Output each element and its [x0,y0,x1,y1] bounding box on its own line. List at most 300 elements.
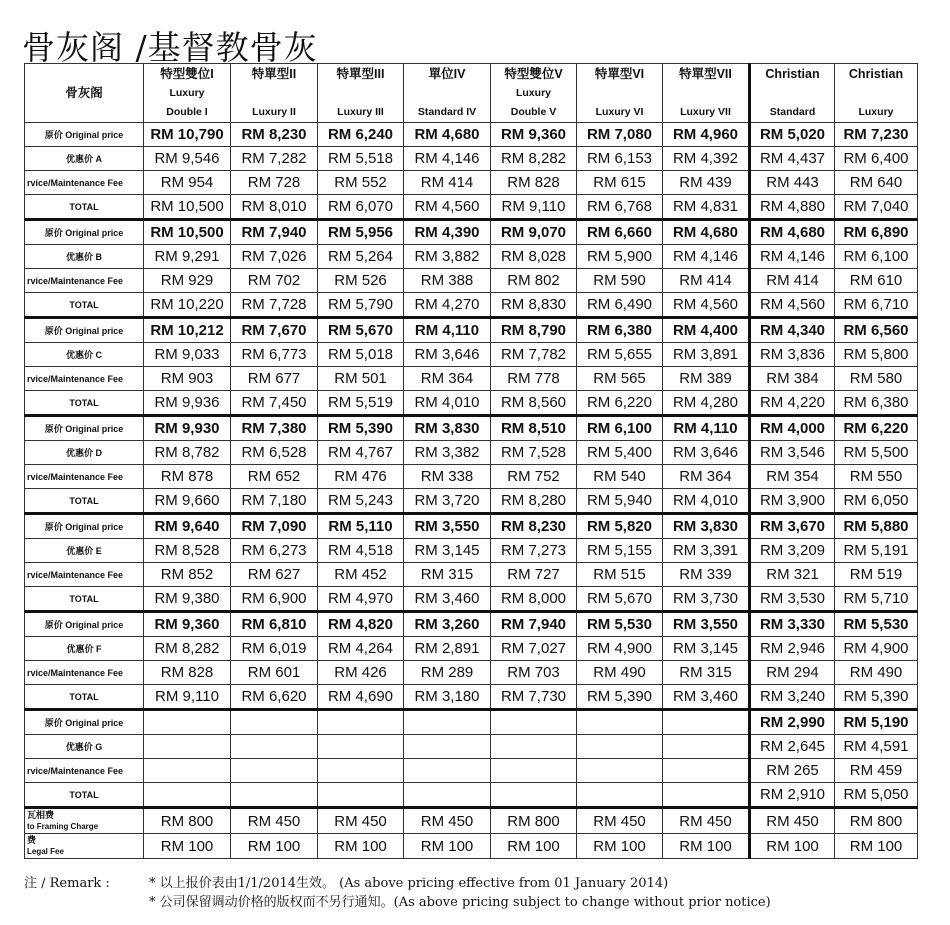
price-cell: RM 9,110 [491,195,577,220]
original-price-row [25,220,918,245]
price-cell: RM 727 [491,563,577,587]
total-row [25,587,918,612]
row-label: 优惠价 G [25,735,144,759]
price-cell: RM 364 [404,367,491,391]
price-cell: RM 2,645 [750,735,835,759]
price-cell: RM 450 [577,808,663,834]
price-cell: RM 9,110 [144,685,231,710]
price-cell: RM 5,190 [835,710,918,735]
price-cell: RM 4,110 [404,318,491,343]
price-cell: RM 3,240 [750,685,835,710]
remark-block [24,874,771,912]
price-cell: RM 5,400 [577,441,663,465]
price-cell: RM 929 [144,269,231,293]
price-cell: RM 289 [404,661,491,685]
total-row [25,489,918,514]
price-cell: RM 5,800 [835,343,918,367]
price-cell: RM 4,518 [318,539,404,563]
price-cell: RM 8,000 [491,587,577,612]
price-cell: RM 6,490 [577,293,663,318]
price-cell: RM 9,930 [144,416,231,441]
price-cell: RM 5,710 [835,587,918,612]
maintenance-fee-row [25,465,918,489]
price-cell: RM 6,100 [835,245,918,269]
column-header-cn: 單位IV [428,66,466,81]
discount-price-row [25,441,918,465]
price-cell: RM 414 [750,269,835,293]
total-row [25,293,918,318]
row-label-en: to Framing Charge [27,822,99,831]
column-header [577,64,663,123]
price-cell: RM 610 [835,269,918,293]
price-cell: RM 321 [750,563,835,587]
price-cell: RM 565 [577,367,663,391]
price-cell: RM 627 [231,563,318,587]
column-header-en2: Double I [166,105,208,118]
price-cell: RM 590 [577,269,663,293]
price-cell: RM 476 [318,465,404,489]
price-cell: RM 4,010 [663,489,750,514]
price-cell: RM 10,500 [144,220,231,245]
price-cell: RM 388 [404,269,491,293]
row-label: TOTAL [25,293,144,318]
price-cell: RM 10,790 [144,123,231,147]
price-cell: RM 5,670 [318,318,404,343]
price-cell: RM 703 [491,661,577,685]
row-label: 优惠价 F [25,637,144,661]
header-row [25,64,918,123]
price-cell: RM 7,026 [231,245,318,269]
price-cell: RM 7,027 [491,637,577,661]
discount-price-row [25,245,918,269]
corner-label: 骨灰阁 [25,64,144,123]
price-cell: RM 9,033 [144,343,231,367]
price-cell: RM 800 [835,808,918,834]
price-cell: RM 3,646 [404,343,491,367]
price-cell: RM 6,560 [835,318,918,343]
original-price-row [25,416,918,441]
price-cell: RM 3,330 [750,612,835,637]
price-cell: RM 6,220 [835,416,918,441]
price-cell: RM 2,946 [750,637,835,661]
price-cell: RM 4,560 [404,195,491,220]
price-cell: RM 5,519 [318,391,404,416]
price-cell: RM 640 [835,171,918,195]
price-cell: RM 100 [318,834,404,859]
price-cell: RM 3,550 [663,612,750,637]
row-label: rvice/Maintenance Fee [25,563,144,587]
price-cell: RM 802 [491,269,577,293]
price-cell: RM 652 [231,465,318,489]
price-cell: RM 6,660 [577,220,663,245]
price-cell: RM 778 [491,367,577,391]
price-cell [404,759,491,783]
price-cell: RM 414 [663,269,750,293]
price-cell: RM 6,050 [835,489,918,514]
price-cell: RM 4,110 [663,416,750,441]
price-cell: RM 3,260 [404,612,491,637]
price-cell: RM 9,546 [144,147,231,171]
price-cell: RM 5,020 [750,123,835,147]
price-cell: RM 6,380 [835,391,918,416]
price-cell: RM 5,940 [577,489,663,514]
price-cell [577,759,663,783]
price-cell: RM 100 [750,834,835,859]
price-cell: RM 3,891 [663,343,750,367]
price-cell: RM 4,880 [750,195,835,220]
price-cell: RM 100 [491,834,577,859]
price-cell: RM 389 [663,367,750,391]
price-cell: RM 4,960 [663,123,750,147]
price-cell: RM 265 [750,759,835,783]
price-cell: RM 5,191 [835,539,918,563]
price-cell [318,735,404,759]
original-price-row [25,123,918,147]
price-cell: RM 5,670 [577,587,663,612]
price-cell: RM 9,360 [491,123,577,147]
price-cell: RM 4,000 [750,416,835,441]
price-cell: RM 4,270 [404,293,491,318]
price-cell: RM 3,382 [404,441,491,465]
price-cell [663,710,750,735]
price-cell: RM 2,910 [750,783,835,808]
price-cell: RM 4,680 [663,220,750,245]
price-cell: RM 5,518 [318,147,404,171]
price-cell: RM 3,145 [404,539,491,563]
price-cell: RM 4,560 [750,293,835,318]
column-header-en1 [835,84,917,103]
price-cell: RM 8,028 [491,245,577,269]
price-cell: RM 8,280 [491,489,577,514]
remark-line-2: * 公司保留调动价格的版权而不另行通知。(As above pricing subject to change without prior notice) [149,895,771,910]
price-cell [144,735,231,759]
price-cell: RM 8,282 [491,147,577,171]
row-label: 优惠价 E [25,539,144,563]
price-cell: RM 4,220 [750,391,835,416]
row-label: 原价 Original price [25,220,144,245]
price-cell: RM 3,391 [663,539,750,563]
price-cell: RM 10,220 [144,293,231,318]
price-cell: RM 550 [835,465,918,489]
price-cell: RM 3,460 [404,587,491,612]
price-cell: RM 4,900 [577,637,663,661]
price-cell: RM 728 [231,171,318,195]
price-cell: RM 5,390 [318,416,404,441]
price-cell: RM 5,530 [577,612,663,637]
price-cell [663,735,750,759]
price-cell: RM 7,273 [491,539,577,563]
column-header-cn: Christian [848,66,904,81]
price-cell [231,783,318,808]
row-label-cn: 费 [27,835,37,845]
price-cell: RM 903 [144,367,231,391]
price-cell: RM 5,243 [318,489,404,514]
price-cell: RM 5,900 [577,245,663,269]
row-label: 优惠价 B [25,245,144,269]
price-cell: RM 702 [231,269,318,293]
price-cell [663,759,750,783]
discount-price-row [25,147,918,171]
price-cell: RM 6,100 [577,416,663,441]
price-cell: RM 677 [231,367,318,391]
price-cell: RM 3,830 [663,514,750,539]
price-cell: RM 5,018 [318,343,404,367]
price-cell: RM 752 [491,465,577,489]
price-cell: RM 3,530 [750,587,835,612]
discount-price-row [25,539,918,563]
price-cell: RM 450 [231,808,318,834]
price-cell [231,710,318,735]
row-label [25,834,144,859]
row-label: TOTAL [25,685,144,710]
price-cell: RM 7,180 [231,489,318,514]
price-cell [404,735,491,759]
price-cell: RM 9,936 [144,391,231,416]
price-cell: RM 384 [750,367,835,391]
row-label: 原价 Original price [25,123,144,147]
row-label-en: Legal Fee [27,847,64,856]
price-cell: RM 954 [144,171,231,195]
price-cell: RM 5,264 [318,245,404,269]
price-cell: RM 4,146 [750,245,835,269]
price-table [24,63,918,859]
row-label: TOTAL [25,195,144,220]
price-cell: RM 8,560 [491,391,577,416]
row-label: 优惠价 C [25,343,144,367]
price-cell: RM 4,900 [835,637,918,661]
discount-price-row [25,735,918,759]
price-cell: RM 3,670 [750,514,835,539]
price-cell [318,710,404,735]
total-row [25,685,918,710]
price-cell: RM 615 [577,171,663,195]
row-label: 优惠价 D [25,441,144,465]
price-cell: RM 6,900 [231,587,318,612]
price-cell: RM 4,560 [663,293,750,318]
price-cell: RM 339 [663,563,750,587]
price-cell: RM 7,730 [491,685,577,710]
price-cell: RM 100 [663,834,750,859]
discount-price-row [25,343,918,367]
maintenance-fee-row [25,563,918,587]
price-cell [144,710,231,735]
row-label: 原价 Original price [25,514,144,539]
price-cell: RM 2,990 [750,710,835,735]
price-cell: RM 7,782 [491,343,577,367]
price-cell: RM 5,110 [318,514,404,539]
column-header-cn: 特單型II [251,66,297,81]
price-cell: RM 3,646 [663,441,750,465]
price-cell [577,735,663,759]
price-cell: RM 7,090 [231,514,318,539]
price-cell: RM 450 [318,808,404,834]
discount-price-row [25,637,918,661]
price-cell: RM 8,282 [144,637,231,661]
price-cell: RM 490 [835,661,918,685]
price-cell: RM 6,380 [577,318,663,343]
price-cell: RM 6,400 [835,147,918,171]
price-cell: RM 4,392 [663,147,750,171]
price-cell: RM 9,660 [144,489,231,514]
price-cell: RM 5,390 [835,685,918,710]
original-price-row [25,318,918,343]
price-cell: RM 828 [491,171,577,195]
column-header-en1 [577,84,662,103]
price-cell: RM 338 [404,465,491,489]
price-cell: RM 4,820 [318,612,404,637]
price-cell: RM 6,810 [231,612,318,637]
row-label: rvice/Maintenance Fee [25,269,144,293]
column-header-en1 [404,84,490,103]
price-cell: RM 459 [835,759,918,783]
column-header-en2: Luxury VI [595,105,644,118]
row-label: 原价 Original price [25,416,144,441]
price-cell: RM 6,153 [577,147,663,171]
price-cell: RM 4,591 [835,735,918,759]
price-cell: RM 6,019 [231,637,318,661]
remark-line-1: * 以上报价表由1/1/2014生效。 (As above pricing effective from 01 January 2014) [149,876,669,891]
maintenance-fee-row [25,661,918,685]
price-cell: RM 515 [577,563,663,587]
column-header-cn: 特單型VII [679,66,732,81]
price-cell: RM 414 [404,171,491,195]
column-header [318,64,404,123]
price-cell: RM 9,291 [144,245,231,269]
row-label: TOTAL [25,489,144,514]
row-label: rvice/Maintenance Fee [25,759,144,783]
price-cell: RM 4,340 [750,318,835,343]
price-cell: RM 4,010 [404,391,491,416]
price-cell: RM 6,768 [577,195,663,220]
price-cell: RM 3,460 [663,685,750,710]
column-header-en2: Standard IV [417,105,477,118]
row-label: 原价 Original price [25,318,144,343]
total-row [25,195,918,220]
price-cell [577,710,663,735]
column-header-en2: Luxury VII [680,105,731,118]
price-cell: RM 450 [663,808,750,834]
price-cell: RM 100 [835,834,918,859]
original-price-row [25,514,918,539]
price-cell: RM 100 [144,834,231,859]
column-header-cn: 特型雙位V [504,66,563,81]
price-cell: RM 315 [404,563,491,587]
price-cell: RM 2,891 [404,637,491,661]
price-cell [231,759,318,783]
column-header [750,64,835,123]
column-header-en1 [751,84,834,103]
price-cell: RM 439 [663,171,750,195]
price-cell [404,783,491,808]
price-cell: RM 6,070 [318,195,404,220]
price-cell [577,783,663,808]
price-cell: RM 3,145 [663,637,750,661]
price-cell: RM 4,970 [318,587,404,612]
price-cell: RM 8,782 [144,441,231,465]
price-cell: RM 9,380 [144,587,231,612]
price-cell: RM 450 [750,808,835,834]
price-cell: RM 294 [750,661,835,685]
column-header-en2: Double V [510,105,557,118]
price-cell: RM 364 [663,465,750,489]
price-cell: RM 4,437 [750,147,835,171]
price-cell: RM 5,530 [835,612,918,637]
price-cell: RM 6,240 [318,123,404,147]
page-title: 骨灰阁 /基督教骨灰 [22,28,318,67]
price-cell [144,759,231,783]
column-header [835,64,918,123]
price-cell [491,759,577,783]
price-cell: RM 3,830 [404,416,491,441]
price-cell: RM 8,830 [491,293,577,318]
price-cell: RM 3,900 [750,489,835,514]
price-cell: RM 3,546 [750,441,835,465]
price-cell: RM 580 [835,367,918,391]
price-cell: RM 100 [577,834,663,859]
column-header-en1 [663,84,748,103]
column-header-cn: 特單型III [336,66,385,81]
price-cell: RM 5,820 [577,514,663,539]
price-cell: RM 100 [231,834,318,859]
price-cell [318,759,404,783]
column-header [231,64,318,123]
price-cell [231,735,318,759]
price-cell: RM 800 [144,808,231,834]
price-cell: RM 852 [144,563,231,587]
price-cell: RM 3,720 [404,489,491,514]
price-cell: RM 4,390 [404,220,491,245]
row-label: rvice/Maintenance Fee [25,465,144,489]
price-cell: RM 426 [318,661,404,685]
price-cell: RM 552 [318,171,404,195]
price-cell: RM 8,230 [231,123,318,147]
price-cell: RM 7,940 [491,612,577,637]
price-cell [491,783,577,808]
price-cell: RM 8,510 [491,416,577,441]
price-cell: RM 5,956 [318,220,404,245]
price-cell: RM 540 [577,465,663,489]
column-header [663,64,750,123]
price-cell: RM 7,040 [835,195,918,220]
price-cell: RM 490 [577,661,663,685]
maintenance-fee-row [25,367,918,391]
price-cell: RM 5,500 [835,441,918,465]
row-label: rvice/Maintenance Fee [25,171,144,195]
price-cell: RM 601 [231,661,318,685]
price-cell: RM 5,155 [577,539,663,563]
price-cell: RM 9,070 [491,220,577,245]
maintenance-fee-row [25,269,918,293]
price-cell [318,783,404,808]
price-cell: RM 8,230 [491,514,577,539]
price-cell: RM 3,180 [404,685,491,710]
column-header-en1: Luxury [169,86,205,99]
total-row [25,783,918,808]
price-cell: RM 3,550 [404,514,491,539]
legal-fee-row [25,834,918,859]
price-cell: RM 519 [835,563,918,587]
original-price-row [25,612,918,637]
price-cell: RM 3,209 [750,539,835,563]
price-cell: RM 3,730 [663,587,750,612]
row-label: TOTAL [25,391,144,416]
price-cell: RM 4,680 [750,220,835,245]
row-label: TOTAL [25,587,144,612]
row-label-cn: 瓦相费 [27,810,55,820]
row-label [25,808,144,834]
price-cell: RM 7,728 [231,293,318,318]
price-cell: RM 443 [750,171,835,195]
